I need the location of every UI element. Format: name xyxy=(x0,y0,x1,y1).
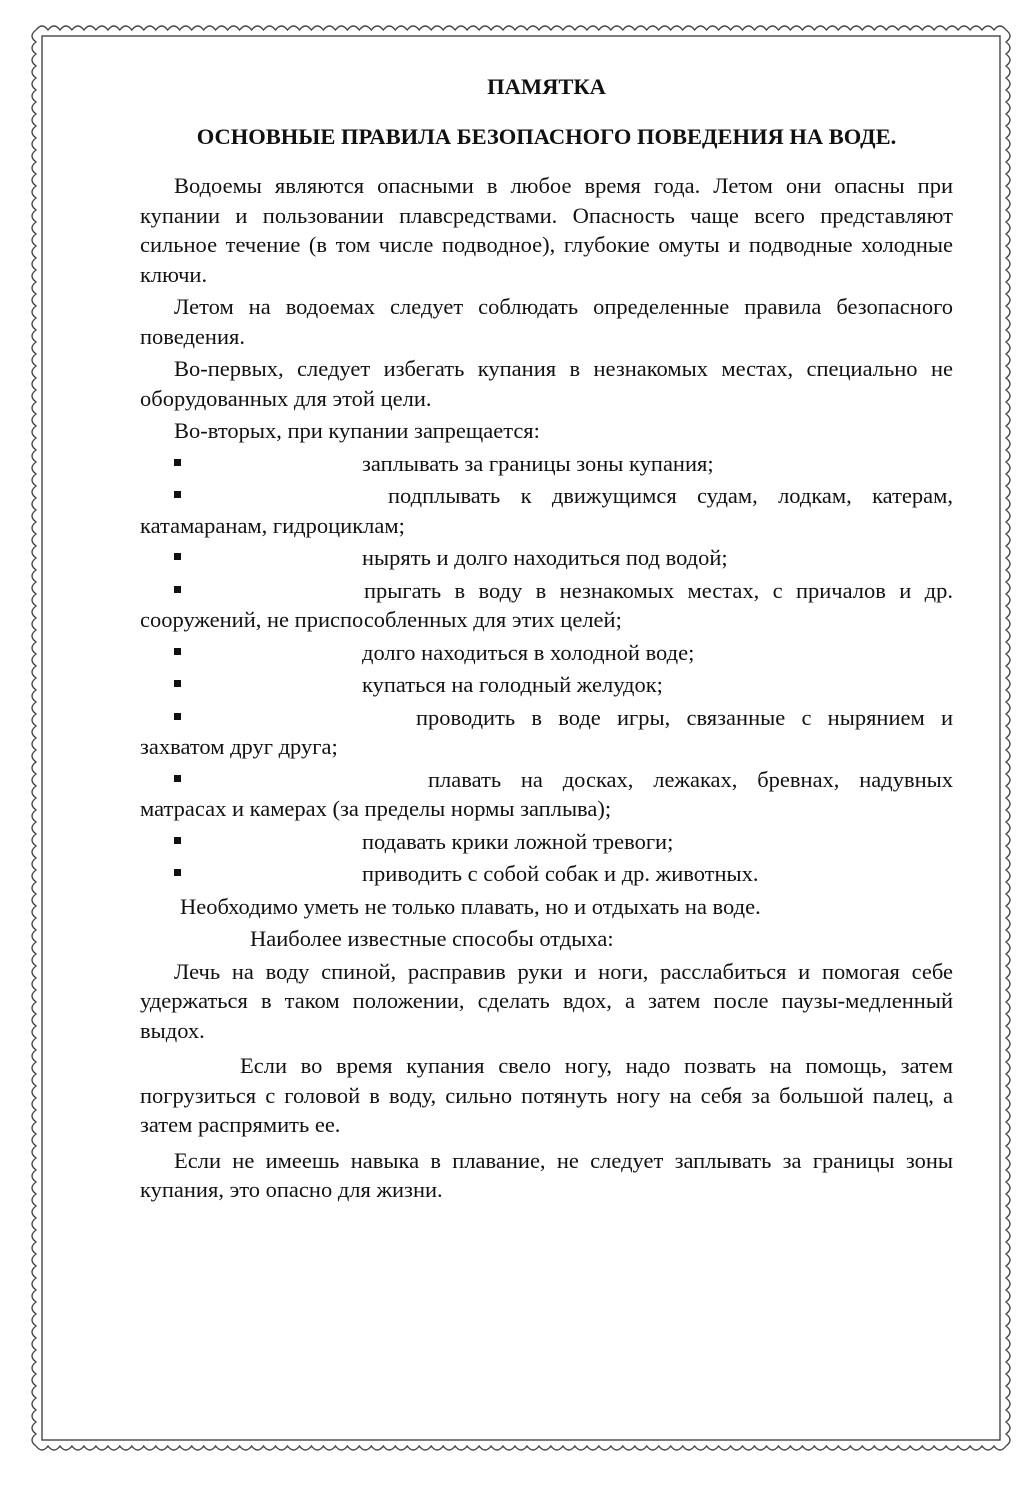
list-item xyxy=(140,703,953,762)
border-scallop-edge xyxy=(36,26,1006,30)
list-item-text: плавать на досках, лежаках, бревнах, надувных матрасах и камерах (за пределы нормы заплыва); xyxy=(140,766,953,821)
square-bullet-icon xyxy=(174,713,181,720)
list-item xyxy=(140,827,953,857)
list-item-text: купаться на голодный желудок; xyxy=(362,672,663,697)
square-bullet-icon xyxy=(174,459,181,466)
square-bullet-icon xyxy=(174,680,181,687)
border-scallop-edge xyxy=(1006,30,1010,1446)
square-bullet-icon xyxy=(174,775,181,782)
list-item-text: прыгать в воду в незнакомых местах, с причалов и др. сооружений, не приспособленных для этих целей; xyxy=(140,577,953,632)
list-item xyxy=(140,481,953,540)
list-item xyxy=(140,576,953,635)
body-paragraph: Наиболее известные способы отдыха: xyxy=(250,926,614,951)
list-item-text: нырять и долго находиться под водой; xyxy=(362,545,728,570)
document-subtitle: ОСНОВНЫЕ ПРАВИЛА БЕЗОПАСНОГО ПОВЕДЕНИЯ НА ВОДЕ. xyxy=(196,123,897,149)
list-item xyxy=(140,543,953,573)
intro-paragraph: Водоемы являются опасными в любое время года. Летом они опасны при купании и пользовании плавсредствами. Опасность чаще всего представляют сильное течение (в том числе подводное), глубокие омуты и подводные холодные ключи. xyxy=(140,173,953,287)
list-item xyxy=(140,670,953,700)
document-body xyxy=(140,72,953,1211)
body-paragraph: Лечь на воду спиной, расправив руки и ноги, расслабиться и помогая себе удержаться в таком положении, сделать вдох, а затем после паузы-медленный выдох. xyxy=(140,958,953,1043)
prohibitions-list xyxy=(140,449,953,889)
square-bullet-icon xyxy=(174,553,181,560)
list-item xyxy=(140,449,953,479)
list-item-text: подплывать к движущимся судам, лодкам, катерам, катамаранам, гидроциклам; xyxy=(140,483,953,538)
intro-paragraph: Во-первых, следует избегать купания в незнакомых местах, специально не оборудованных для этой цели. xyxy=(140,356,953,411)
list-item-text: проводить в воде игры, связанные с нырянием и захватом друг друга; xyxy=(140,704,953,759)
square-bullet-icon xyxy=(174,648,181,655)
list-item xyxy=(140,638,953,668)
list-item-text: заплывать за границы зоны купания; xyxy=(362,450,714,476)
square-bullet-icon xyxy=(174,837,181,844)
body-paragraph: Необходимо уметь не только плавать, но и отдыхать на воде. xyxy=(180,893,761,919)
border-scallop-edge xyxy=(32,30,36,1446)
list-item-text: долго находиться в холодной воде; xyxy=(362,639,695,665)
prohibitions-heading: Во-вторых, при купании запрещается: xyxy=(174,418,540,443)
list-item xyxy=(140,765,953,824)
list-item-text: подавать крики ложной тревоги; xyxy=(362,828,674,854)
list-item-text: приводить с собой собак и др. животных. xyxy=(362,861,759,886)
body-paragraph: Если не имеешь навыка в плавание, не следует заплывать за границы зоны купания, это опасно для жизни. xyxy=(140,1147,953,1202)
square-bullet-icon xyxy=(174,586,181,593)
body-paragraph: Если во время купания свело ногу, надо позвать на помощь, затем погрузиться с головой в воду, сильно потянуть ногу на себя за большой палец, а затем распрямить ее. xyxy=(140,1053,953,1137)
border-scallop-edge xyxy=(36,1446,1006,1450)
square-bullet-icon xyxy=(174,869,181,876)
square-bullet-icon xyxy=(174,491,181,498)
list-item xyxy=(140,859,953,889)
document-title: ПАМЯТКА xyxy=(487,74,606,99)
intro-paragraph: Летом на водоемах следует соблюдать определенные правила безопасного поведения. xyxy=(140,294,953,349)
